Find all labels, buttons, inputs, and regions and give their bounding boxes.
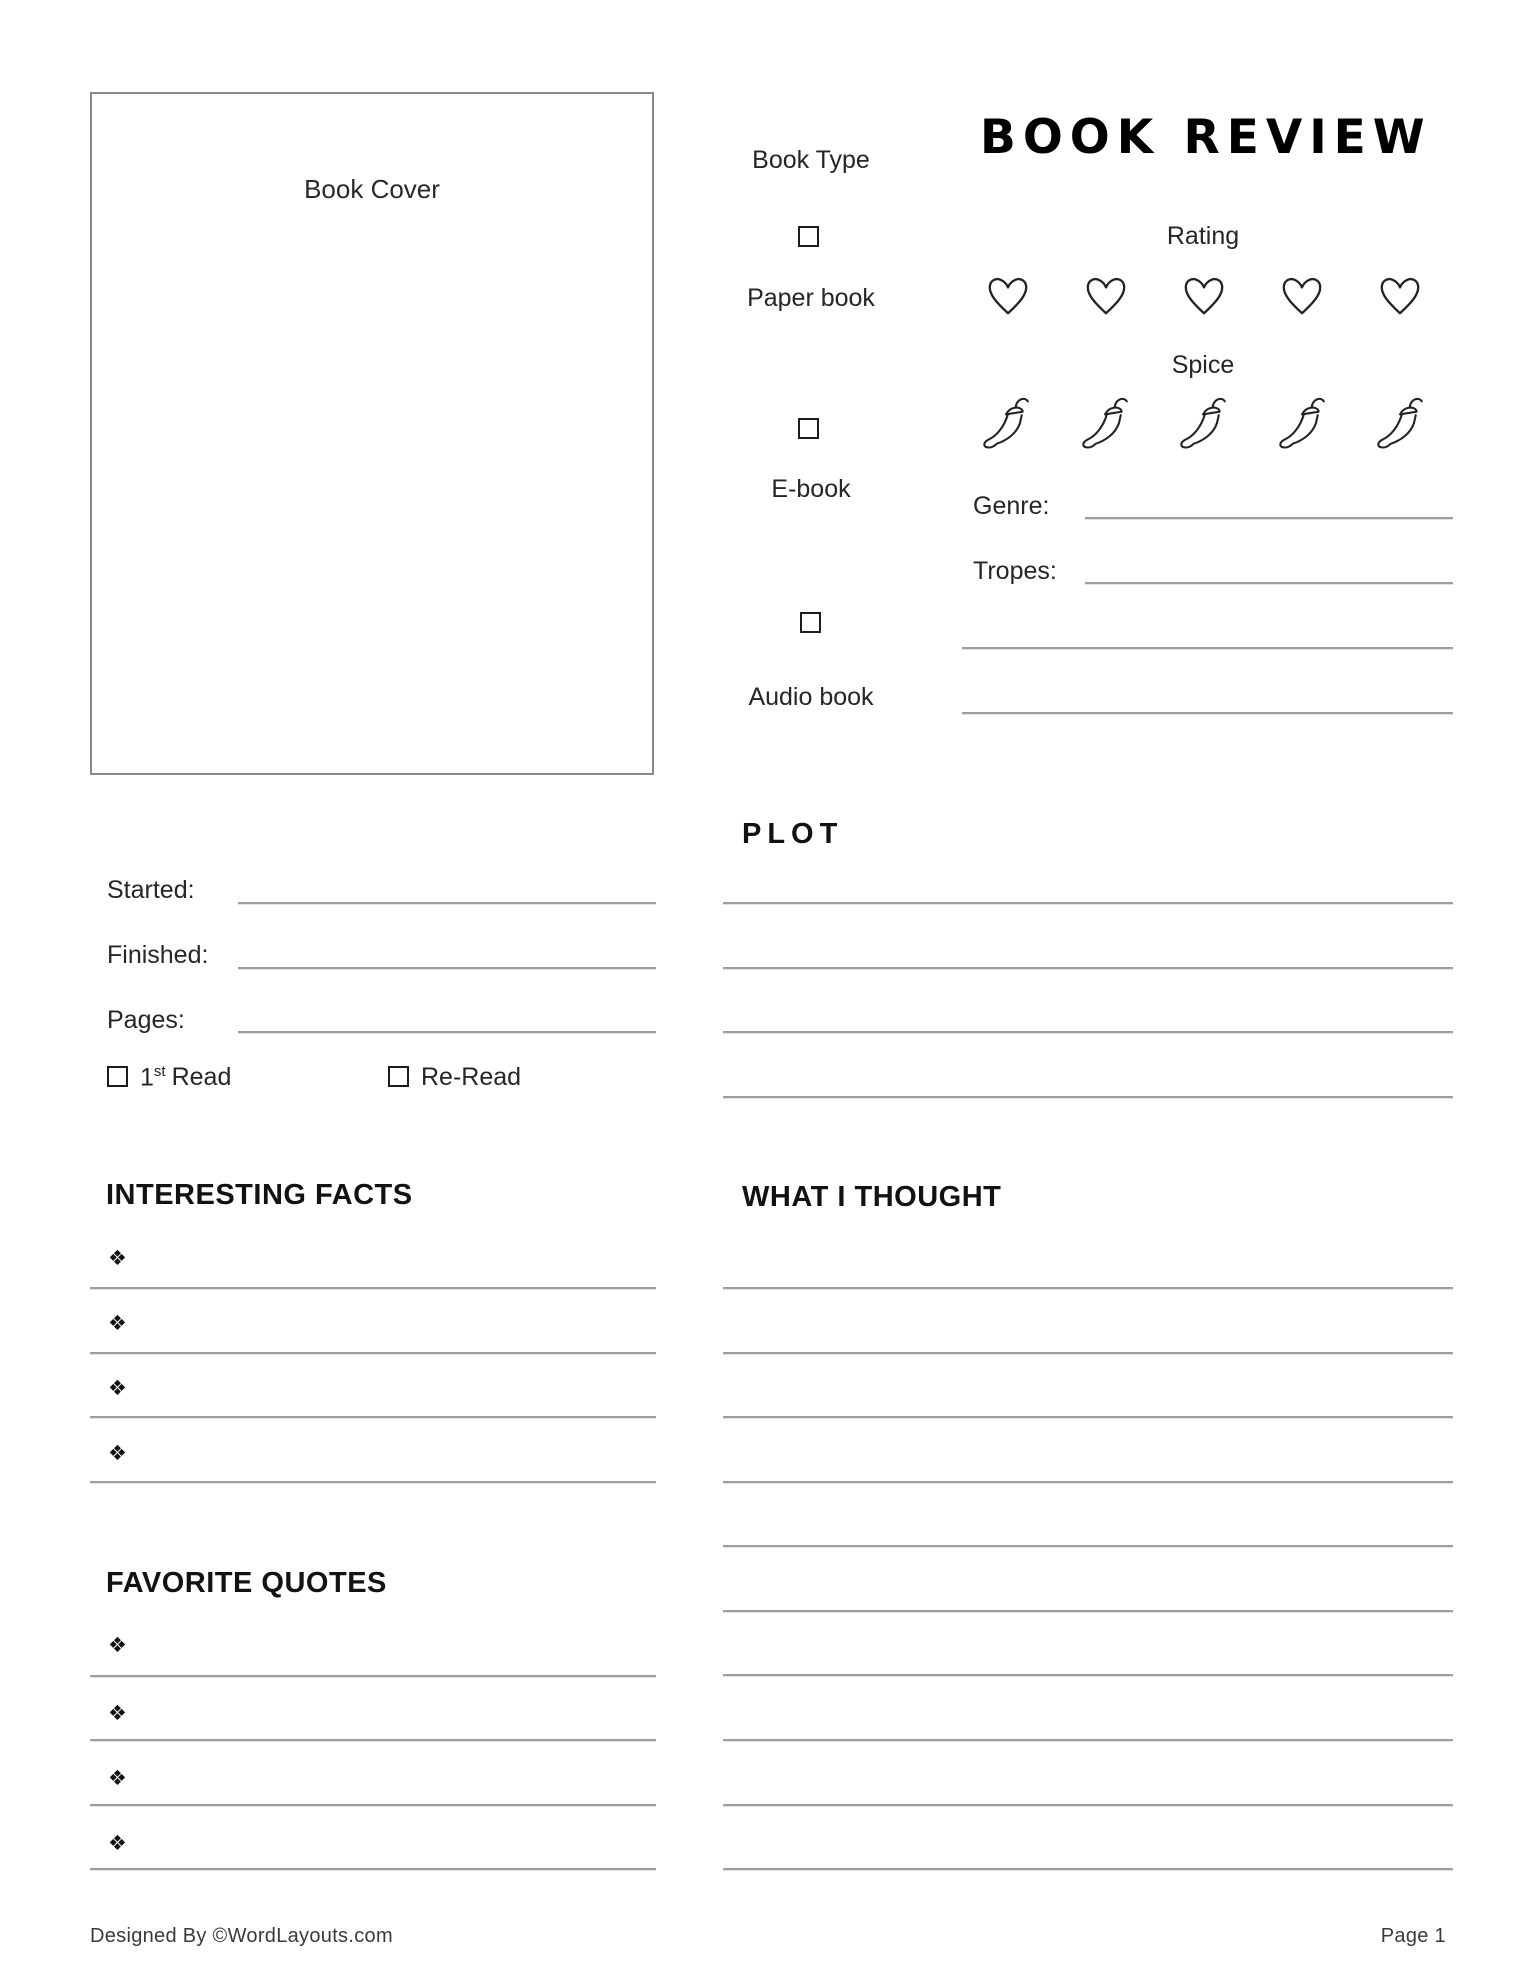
page-number: Page 1 <box>1380 1925 1446 1947</box>
thought-line[interactable] <box>723 1416 1453 1419</box>
quote-line[interactable] <box>90 1804 656 1807</box>
audio-book-checkbox[interactable] <box>800 612 821 633</box>
plot-line[interactable] <box>723 902 1453 905</box>
footer-credit: Designed By ©WordLayouts.com <box>90 1925 393 1947</box>
fact-bullet-icon: ❖ <box>108 1442 127 1465</box>
book-type-label: Book Type <box>752 146 870 174</box>
quote-line[interactable] <box>90 1868 656 1871</box>
tropes-label: Tropes: <box>973 557 1057 585</box>
heart-outline-icon[interactable] <box>1377 273 1423 319</box>
fact-line[interactable] <box>90 1481 656 1484</box>
thought-line[interactable] <box>723 1804 1453 1807</box>
thought-line[interactable] <box>723 1674 1453 1677</box>
thought-line[interactable] <box>723 1610 1453 1613</box>
fact-line[interactable] <box>90 1416 656 1419</box>
plot-line[interactable] <box>723 967 1453 970</box>
quote-bullet-icon: ❖ <box>108 1832 127 1855</box>
favorite-quotes-heading: FAVORITE QUOTES <box>106 1567 387 1599</box>
paper-book-checkbox[interactable] <box>798 226 819 247</box>
ebook-label: E-book <box>771 475 851 503</box>
started-field-line[interactable] <box>238 902 656 905</box>
quote-line[interactable] <box>90 1739 656 1742</box>
heart-outline-icon[interactable] <box>1181 273 1227 319</box>
plot-line[interactable] <box>723 1031 1453 1034</box>
re-read-checkbox[interactable] <box>388 1066 409 1087</box>
what-i-thought-heading: WHAT I THOUGHT <box>742 1181 1002 1213</box>
rating-label: Rating <box>1166 222 1240 250</box>
interesting-facts-heading: INTERESTING FACTS <box>106 1179 413 1211</box>
spice-peppers-row <box>981 390 1427 456</box>
spice-label: Spice <box>1171 351 1235 379</box>
plot-heading: PLOT <box>742 818 844 850</box>
fact-line[interactable] <box>90 1287 656 1290</box>
thought-line[interactable] <box>723 1287 1453 1290</box>
page-title: BOOK REVIEW <box>980 110 1432 165</box>
re-read-label: Re-Read <box>421 1063 522 1091</box>
finished-field-line[interactable] <box>238 967 656 970</box>
paper-book-label: Paper book <box>747 284 875 312</box>
heart-outline-icon[interactable] <box>1083 273 1129 319</box>
thought-line[interactable] <box>723 1545 1453 1548</box>
fact-bullet-icon: ❖ <box>108 1312 127 1335</box>
tropes-extra-line[interactable] <box>962 647 1453 650</box>
quote-bullet-icon: ❖ <box>108 1767 127 1790</box>
chili-pepper-icon[interactable] <box>981 391 1033 455</box>
fact-bullet-icon: ❖ <box>108 1377 127 1400</box>
thought-line[interactable] <box>723 1868 1453 1871</box>
quote-bullet-icon: ❖ <box>108 1634 127 1657</box>
chili-pepper-icon[interactable] <box>1080 391 1132 455</box>
audio-book-label: Audio book <box>748 683 874 711</box>
genre-field-line[interactable] <box>1085 517 1453 520</box>
rating-hearts-row <box>985 272 1423 320</box>
fact-bullet-icon: ❖ <box>108 1247 127 1270</box>
started-label: Started: <box>107 876 195 904</box>
heart-outline-icon[interactable] <box>1279 273 1325 319</box>
thought-line[interactable] <box>723 1739 1453 1742</box>
thought-line[interactable] <box>723 1481 1453 1484</box>
book-cover-placeholder[interactable] <box>90 92 654 775</box>
pages-field-line[interactable] <box>238 1031 656 1034</box>
ebook-checkbox[interactable] <box>798 418 819 439</box>
quote-line[interactable] <box>90 1675 656 1678</box>
plot-line[interactable] <box>723 1096 1453 1099</box>
heart-outline-icon[interactable] <box>985 273 1031 319</box>
chili-pepper-icon[interactable] <box>1178 391 1230 455</box>
first-read-label: 1st Read <box>140 1063 232 1092</box>
fact-line[interactable] <box>90 1352 656 1355</box>
book-cover-label: Book Cover <box>304 174 440 204</box>
chili-pepper-icon[interactable] <box>1375 391 1427 455</box>
tropes-field-line[interactable] <box>1085 582 1453 585</box>
genre-label: Genre: <box>973 492 1050 520</box>
pages-label: Pages: <box>107 1006 185 1034</box>
tropes-extra-line[interactable] <box>962 712 1453 715</box>
quote-bullet-icon: ❖ <box>108 1702 127 1725</box>
finished-label: Finished: <box>107 941 209 969</box>
chili-pepper-icon[interactable] <box>1277 391 1329 455</box>
first-read-checkbox[interactable] <box>107 1066 128 1087</box>
thought-line[interactable] <box>723 1352 1453 1355</box>
